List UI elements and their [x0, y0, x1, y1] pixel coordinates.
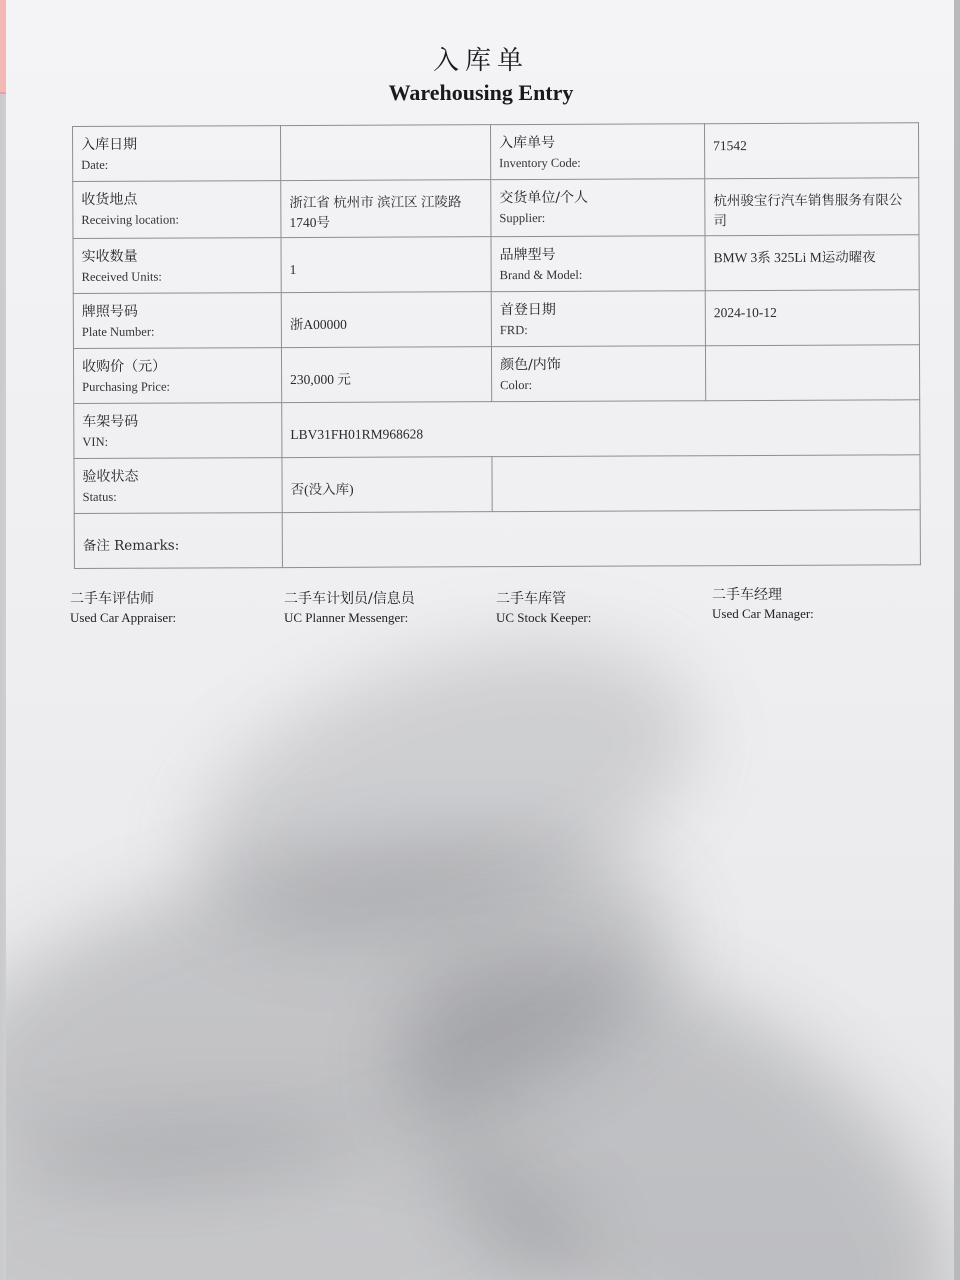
field-label-cn: 颜色/内饰	[500, 356, 561, 374]
field-value: 2024-10-12	[713, 304, 777, 321]
inventory-code-field[interactable]	[704, 123, 918, 179]
field-value: 浙江省 杭州市 滨江区 江陵路 1740号	[289, 194, 462, 231]
form-row-plate	[73, 290, 919, 349]
field-label-en: Inventory Code:	[499, 155, 581, 171]
label-cell	[490, 124, 704, 180]
signature-planner	[284, 588, 415, 626]
label-cell	[74, 513, 282, 569]
color-field[interactable]	[705, 345, 919, 401]
field-label-cn: 牌照号码	[81, 303, 138, 320]
receiving-location-field[interactable]	[281, 180, 491, 238]
field-label-en: Purchasing Price:	[82, 379, 171, 394]
form-row-status	[74, 455, 920, 514]
field-value: 1	[289, 262, 297, 278]
status-extra-cell	[492, 455, 920, 512]
signature-label-en: Used Car Appraiser:	[70, 610, 177, 625]
purchasing-price-field[interactable]	[281, 347, 491, 403]
field-value: 230,000 元	[290, 371, 351, 388]
label-cell	[74, 458, 282, 514]
field-value	[291, 518, 912, 535]
field-label: 备注 Remarks:	[82, 537, 180, 554]
document-title-en: Warehousing Entry	[388, 80, 574, 105]
remarks-field[interactable]	[282, 510, 920, 568]
field-label-en: FRD:	[499, 323, 528, 338]
signature-label-cn: 二手车经理	[712, 587, 782, 603]
field-label-en: Brand & Model:	[499, 267, 583, 283]
signature-label-en: UC Stock Keeper:	[496, 610, 592, 625]
label-cell	[491, 179, 705, 237]
signature-stock-keeper	[496, 588, 591, 626]
document-title-cn: 入库单	[432, 46, 529, 76]
status-field[interactable]	[282, 457, 492, 513]
field-label-cn: 收货地点	[81, 191, 138, 208]
field-value	[289, 133, 482, 138]
brand-model-field[interactable]	[705, 235, 919, 291]
photo-shadow	[323, 862, 956, 1280]
field-value	[714, 353, 911, 358]
field-value: 否(没入库)	[290, 481, 354, 498]
form-row-units	[73, 235, 919, 294]
label-cell	[74, 403, 282, 459]
date-field[interactable]	[281, 125, 491, 181]
field-label-en: Receiving location:	[81, 212, 179, 227]
document-sheet	[6, 0, 956, 1280]
field-label-cn: 品牌型号	[499, 246, 556, 264]
label-cell	[73, 293, 281, 349]
field-value: 71542	[713, 138, 747, 154]
signature-label-cn: 二手车评估师	[70, 591, 154, 607]
form-row-vin	[74, 400, 920, 459]
field-value: 杭州骏宝行汽车销售服务有限公司	[713, 192, 903, 229]
signature-label-en: Used Car Manager:	[712, 606, 814, 621]
label-cell	[73, 348, 281, 404]
field-label-cn: 首登日期	[499, 301, 556, 319]
field-label-cn: 交货单位/个人	[499, 189, 589, 207]
vin-field[interactable]	[282, 400, 920, 458]
field-label-en: Supplier:	[499, 210, 546, 226]
received-units-field[interactable]	[281, 237, 491, 293]
form-row-date	[73, 123, 919, 182]
label-cell	[491, 236, 705, 292]
photo-shadow	[6, 773, 711, 1248]
field-label-cn: 入库日期	[81, 136, 138, 153]
background-surface-edge	[954, 0, 960, 1280]
field-label-en: Status:	[82, 489, 117, 504]
signature-label-cn: 二手车库管	[496, 591, 566, 607]
field-value: 浙A00000	[289, 316, 347, 333]
plate-number-field[interactable]	[281, 292, 491, 348]
label-cell	[73, 126, 281, 182]
form-row-price	[73, 345, 919, 404]
signature-section	[70, 588, 930, 648]
label-cell	[491, 291, 705, 347]
signature-appraiser	[70, 588, 176, 626]
field-label-cn: 验收状态	[82, 468, 139, 485]
first-registration-date-field[interactable]	[705, 290, 919, 346]
label-cell	[73, 238, 281, 294]
signature-manager	[712, 584, 814, 622]
field-label-en: Plate Number:	[81, 324, 155, 339]
field-value: LBV31FH01RM968628	[290, 426, 424, 443]
field-label-cn: 实收数量	[81, 248, 138, 265]
field-label-cn: 收购价（元）	[82, 358, 167, 375]
label-cell	[73, 181, 281, 239]
entry-form-table	[72, 122, 921, 569]
field-label-en: Color:	[500, 377, 533, 393]
field-value: BMW 3系 325Li M运动曜夜	[713, 249, 876, 266]
supplier-field[interactable]	[705, 178, 919, 236]
field-label-cn: 入库单号	[499, 134, 556, 152]
label-cell	[491, 346, 705, 402]
signature-label-en: UC Planner Messenger:	[284, 610, 409, 625]
signature-label-cn: 二手车计划员/信息员	[284, 591, 415, 607]
form-row-remarks	[74, 510, 920, 569]
photo-shadow	[6, 1120, 586, 1280]
field-label-cn: 车架号码	[82, 413, 139, 430]
field-label-en: Received Units:	[81, 269, 162, 284]
field-label-en: Date:	[81, 157, 109, 172]
field-label-en: VIN:	[82, 434, 109, 449]
form-row-location	[73, 178, 919, 239]
